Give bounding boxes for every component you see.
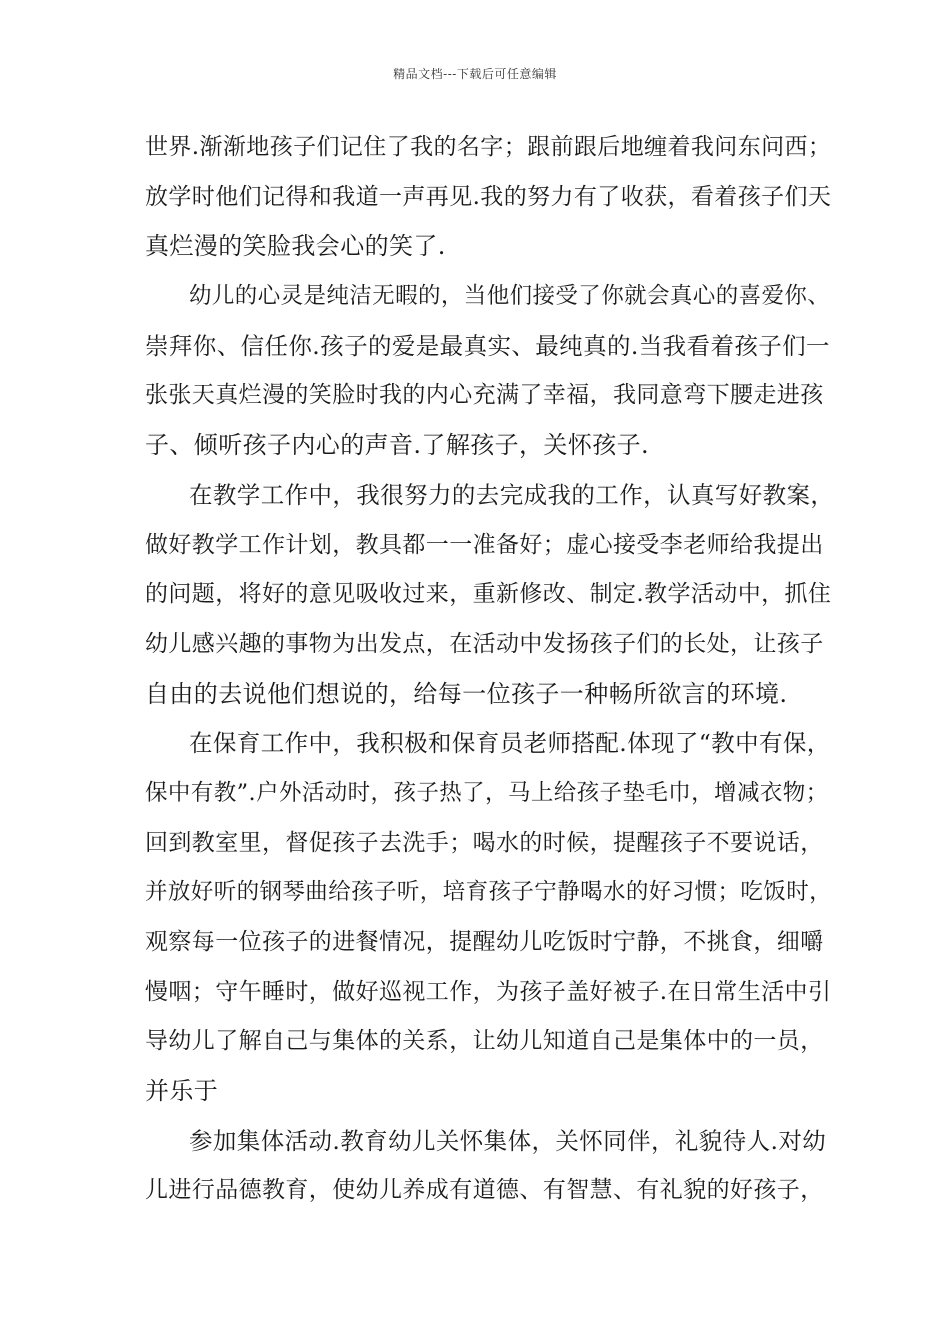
text-line: 慢咽；守午睡时，做好巡视工作，为孩子盖好被子.在日常生活中引 <box>145 978 832 1005</box>
text-line: 幼儿感兴趣的事物为出发点，在活动中发扬孩子们的长处，让孩子 <box>145 630 824 657</box>
page-header: 精品文档---下载后可任意编辑 <box>393 67 557 81</box>
text-line: 并放好听的钢琴曲给孩子听，培育孩子宁静喝水的好习惯；吃饭时， <box>145 879 833 906</box>
text-line: 世界.渐渐地孩子们记住了我的名字；跟前跟后地缠着我问东问西； <box>145 134 832 160</box>
paragraph-start-line: 参加集体活动.教育幼儿关怀集体，关怀同伴，礼貌待人.对幼 <box>189 1126 827 1155</box>
text-line: 并乐于 <box>145 1077 219 1106</box>
paragraph-start-line: 在保育工作中，我积极和保育员老师搭配.体现了“教中有保， <box>189 729 831 758</box>
text-line: 真烂漫的笑脸我会心的笑了. <box>145 232 446 261</box>
paragraph-start-line: 在教学工作中，我很努力的去完成我的工作，认真写好教案， <box>189 480 835 509</box>
text-line: 导幼儿了解自己与集体的关系，让幼儿知道自己是集体中的一员， <box>145 1028 824 1055</box>
text-line: 儿进行品德教育，使幼儿养成有道德、有智慧、有礼貌的好孩子， <box>145 1177 824 1204</box>
paragraph-start-line: 幼儿的心灵是纯洁无暇的，当他们接受了你就会真心的喜爱你、 <box>189 283 831 310</box>
text-line: 子、倾听孩子内心的声音.了解孩子，关怀孩子. <box>145 431 650 460</box>
text-line: 观察每一位孩子的进餐情况，提醒幼儿吃饭时宁静，不挑食，细嚼 <box>145 929 824 955</box>
text-line: 做好教学工作计划，教具都一一准备好；虚心接受李老师给我提出 <box>145 531 824 558</box>
text-line: 放学时他们记得和我道一声再见.我的努力有了收获，看着孩子们天 <box>145 183 832 210</box>
text-line: 的问题，将好的意见吸收过来，重新修改、制定.教学活动中，抓住 <box>145 581 832 608</box>
text-line: 保中有教”.户外活动时，孩子热了，马上给孩子垫毛巾，增减衣物； <box>145 779 829 806</box>
text-line: 自由的去说他们想说的，给每一位孩子一种畅所欲言的环境. <box>145 679 788 708</box>
text-line: 张张天真烂漫的笑脸时我的内心充满了幸福，我同意弯下腰走进孩 <box>145 382 824 409</box>
document-body <box>145 127 835 1220</box>
text-line: 崇拜你、信任你.孩子的爱是最真实、最纯真的.当我看着孩子们一 <box>145 331 830 360</box>
text-line: 回到教室里，督促孩子去洗手；喝水的时候，提醒孩子不要说话， <box>145 829 824 856</box>
